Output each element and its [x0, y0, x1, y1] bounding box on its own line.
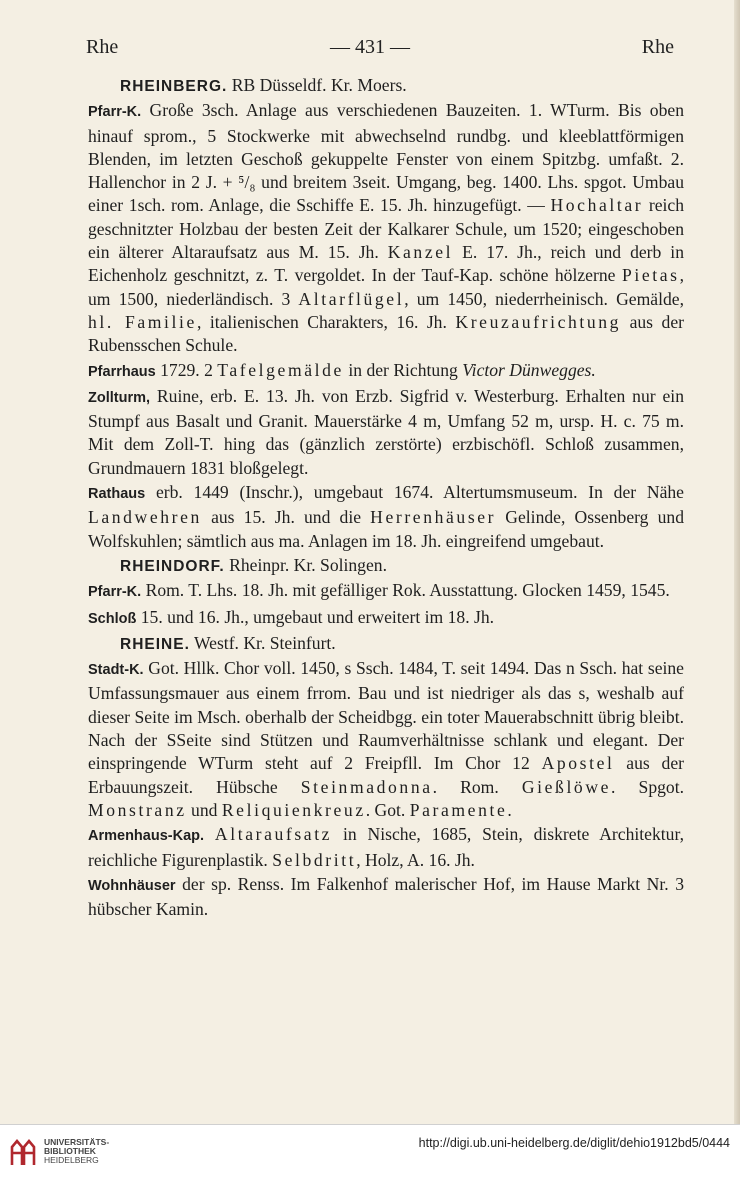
entry-paragraph: [88, 481, 684, 553]
entry-label: Pfarr-K.: [88, 584, 142, 601]
entry-text: erb. 1449 (Inschr.), umgebaut 1674. Altertumsmuseum. In der Nähe: [145, 482, 684, 503]
spaced-term: Herrenhäuser: [370, 507, 497, 528]
entry-text: reich geschnitzter Holzbau der besten Zeit der Kalkarer Schule, um 1520; eingeschoben ein älterer Altaraufsatz aus M. 15. Jh.: [88, 195, 685, 263]
entry-text: , Holz, A. 16. Jh.: [356, 849, 475, 870]
spaced-term: Kanzel: [387, 242, 454, 263]
spaced-term: Selbdritt: [272, 849, 357, 870]
entry-text: Gelinde, Ossenberg und Wolfskuhlen; sämtlich aus ma. Anlagen im 18. Jh. eingreifend umgebaut.: [88, 507, 684, 551]
entry-text: 1729. 2: [155, 359, 218, 380]
entry-label: Pfarrhaus: [88, 363, 156, 380]
place-name: RHEINBERG.: [120, 78, 228, 95]
entry-text: Got. Hllk. Chor voll. 1450, s Ssch. 1484, T. seit 1494. Das n Ssch. hat seine Umfassungsmauer aus einem frrom. Bau und ist niedriger als das s, weshalb auf dieser Seite im Msch. oberhalb der Scheidbgg. ein toter Mauerabschnitt übrig bleibt. Nach der SSeite sind Stützen und Raumverhältnisse schlank und elegant. Der einspringende WTurm steht auf 2 Freipfll. Im Chor 12: [88, 658, 684, 774]
entry-text: Rheinpr. Kr. Solingen.: [224, 554, 387, 575]
source-url-link[interactable]: http://digi.ub.uni-heidelberg.de/diglit/dehio1912bd5/0444: [418, 1136, 730, 1150]
place-heading: [88, 554, 684, 578]
spaced-term: Altarflügel: [298, 288, 405, 309]
entry-paragraph: [88, 359, 684, 384]
entry-paragraph: [88, 823, 684, 872]
institution-line: HEIDELBERG: [44, 1155, 99, 1165]
entry-text: . Spgot.: [611, 776, 684, 797]
header-right: Rhe: [641, 36, 674, 58]
spaced-term: Monstranz: [88, 799, 187, 820]
place-name: RHEINDORF.: [120, 557, 225, 575]
institution-line: UNIVERSITÄTS-: [44, 1137, 110, 1147]
entry-text: , italienischen Charakters, 16. Jh.: [196, 311, 456, 332]
entry-label: Stadt-K.: [88, 662, 144, 679]
entry-text: aus der Erbauungszeit. Hübsche: [88, 753, 684, 797]
entry-text: , um 1450, niederrheinisch. Gemälde,: [404, 288, 684, 309]
spaced-term: Tafelgemälde: [217, 359, 344, 380]
entry-text: Rom. T. Lhs. 18. Jh. mit gefälliger Rok. Ausstattung. Glocken 1459, 1545.: [141, 580, 670, 601]
entry-label: Wohnhäuser: [88, 877, 176, 894]
entry-text: . Got.: [365, 799, 410, 820]
entry-text: . Rom.: [432, 776, 522, 797]
institution-name: [44, 1138, 109, 1165]
entry-paragraph: [88, 579, 684, 604]
entry-text: aus 15. Jh. und die: [201, 507, 371, 528]
entry-text: der sp. Renss. Im Falkenhof malerischer Hof, im Hause Markt Nr. 3 hübscher Kamin.: [88, 873, 684, 920]
italic-text: Victor Dünwegges.: [462, 359, 596, 380]
entry-label: Pfarr-K.: [88, 104, 142, 121]
spaced-term: Hochaltar: [550, 195, 644, 216]
entry-paragraph: [88, 606, 684, 631]
place-heading: [88, 632, 684, 656]
entry-label: Rathaus: [88, 486, 146, 503]
entry-text: RB Düsseldf. Kr. Moers.: [227, 75, 407, 95]
place-heading: [88, 74, 684, 98]
entry-text: in der Richtung: [343, 359, 463, 380]
spaced-term: Paramente: [409, 799, 508, 820]
entry-paragraph: [88, 657, 684, 822]
institution-line: BIBLIOTHEK: [44, 1146, 96, 1156]
entry-paragraph: [88, 385, 684, 480]
running-header: [0, 36, 740, 62]
entry-text: in Nische, 1685, Stein, diskrete Architektur, reichliche Figurenplastik.: [88, 824, 684, 870]
spaced-term: hl. Familie: [88, 311, 197, 332]
entry-text: und: [186, 799, 222, 820]
page-body: [88, 74, 684, 921]
entry-text: , um 1500, niederländisch. 3: [88, 265, 684, 309]
entry-text: .: [507, 799, 512, 820]
spaced-term: Pietas: [621, 265, 680, 286]
spaced-term: Kreuzaufrichtung: [455, 311, 622, 332]
spaced-term: Gießlöwe: [521, 776, 612, 797]
entry-text: [204, 824, 215, 844]
entry-text: 15. und 16. Jh., umgebaut und erweitert im 18. Jh.: [136, 606, 495, 627]
entry-paragraph: [88, 99, 684, 357]
page-number: — 431 —: [330, 36, 410, 58]
entry-text: Ruine, erb. E. 13. Jh. von Erzb. Sigfrid v. Westerburg. Erhalten nur ein Stumpf aus Basalt und Granit. Mauerstärke 4 m, Umfang 52 m, ursp. H. c. 75 m. Mit dem Zoll-T. hing das (gänzlich zerstörte) erzbischöfl. Schloß zusammen, Grundmauern 1831 bloßgelegt.: [88, 385, 684, 478]
spaced-term: Reliquienkreuz: [221, 799, 366, 820]
entry-text: Westf. Kr. Steinfurt.: [189, 632, 336, 653]
spaced-term: Steinmadonna: [300, 776, 433, 797]
entry-label: Schloß: [88, 610, 137, 627]
footer-bar: [0, 1124, 740, 1180]
entry-label: Armenhaus-Kap.: [88, 828, 205, 845]
entry-label: Zollturm,: [88, 389, 151, 406]
spaced-term: Landwehren: [88, 507, 202, 528]
entry-paragraph: [88, 873, 684, 922]
place-name: RHEINE.: [120, 635, 190, 653]
library-logo-icon: [8, 1135, 38, 1169]
entry-text: E. 17. Jh., reich und derb in Eichenholz geschnitzt, z. T. vergoldet. In der Tauf-Kap. schöne hölzerne: [88, 242, 684, 286]
header-left: Rhe: [86, 36, 119, 58]
entry-text: aus der Rubensschen Schule.: [88, 311, 684, 356]
entry-text: Große 3sch. Anlage aus verschiedenen Bauzeiten. 1. WTurm. Bis oben hinauf sprom., 5 Stockwerke mit abwechselnd rundbg. und kleeblattförmigen Blenden, im letzten Geschoß gekuppelte Fenster von einem Spitzbg. umfaßt. 2. Hallenchor in 2 J. + ⁵/₈ und breitem 3seit. Umgang, beg. 1400. Lhs. spgot. Umbau einer 1sch. rom. Anlage, die Sschiffe E. 15. Jh. hinzugefügt. —: [88, 100, 684, 216]
spaced-term: Altaraufsatz: [214, 824, 333, 845]
spaced-term: Apostel: [541, 753, 615, 774]
